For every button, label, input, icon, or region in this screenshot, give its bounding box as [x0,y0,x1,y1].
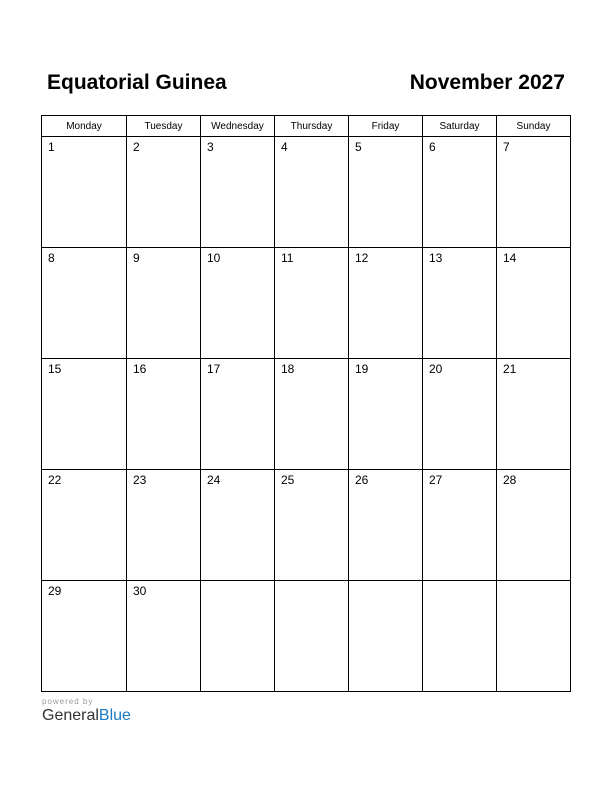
country-title: Equatorial Guinea [47,71,227,94]
day-cell [423,581,497,692]
brand-blue: Blue [98,707,131,724]
footer-branding [42,697,131,725]
day-cell: 29 [42,581,127,692]
week-row [42,137,571,248]
day-cell: 6 [423,137,497,248]
day-cell: 5 [349,137,423,248]
day-cell: 23 [127,470,201,581]
day-cell: 2 [127,137,201,248]
day-cell: 22 [42,470,127,581]
day-cell [275,581,349,692]
day-cell [497,581,571,692]
week-row [42,248,571,359]
day-cell: 7 [497,137,571,248]
day-cell: 4 [275,137,349,248]
week-row [42,359,571,470]
weekday-header-row [42,116,571,137]
weekday-sunday: Sunday [497,116,571,137]
day-cell: 14 [497,248,571,359]
day-cell [201,581,275,692]
day-cell: 25 [275,470,349,581]
day-cell: 18 [275,359,349,470]
day-cell: 27 [423,470,497,581]
day-cell: 30 [127,581,201,692]
weekday-saturday: Saturday [423,116,497,137]
day-cell: 28 [497,470,571,581]
day-cell: 20 [423,359,497,470]
day-cell: 17 [201,359,275,470]
brand-logo [42,707,131,725]
day-cell: 24 [201,470,275,581]
day-cell: 11 [275,248,349,359]
day-cell: 19 [349,359,423,470]
day-cell: 3 [201,137,275,248]
day-cell: 13 [423,248,497,359]
weekday-friday: Friday [349,116,423,137]
month-year-title: November 2027 [409,71,565,94]
calendar-grid [41,115,571,692]
week-row [42,470,571,581]
day-cell: 12 [349,248,423,359]
day-cell [349,581,423,692]
weekday-monday: Monday [42,116,127,137]
weekday-tuesday: Tuesday [127,116,201,137]
day-cell: 9 [127,248,201,359]
brand-general: General [42,707,99,724]
weekday-wednesday: Wednesday [201,116,275,137]
day-cell: 26 [349,470,423,581]
weekday-thursday: Thursday [275,116,349,137]
day-cell: 1 [42,137,127,248]
day-cell: 10 [201,248,275,359]
day-cell: 8 [42,248,127,359]
week-row [42,581,571,692]
day-cell: 16 [127,359,201,470]
day-cell: 15 [42,359,127,470]
day-cell: 21 [497,359,571,470]
powered-by-text: powered by [42,697,94,706]
